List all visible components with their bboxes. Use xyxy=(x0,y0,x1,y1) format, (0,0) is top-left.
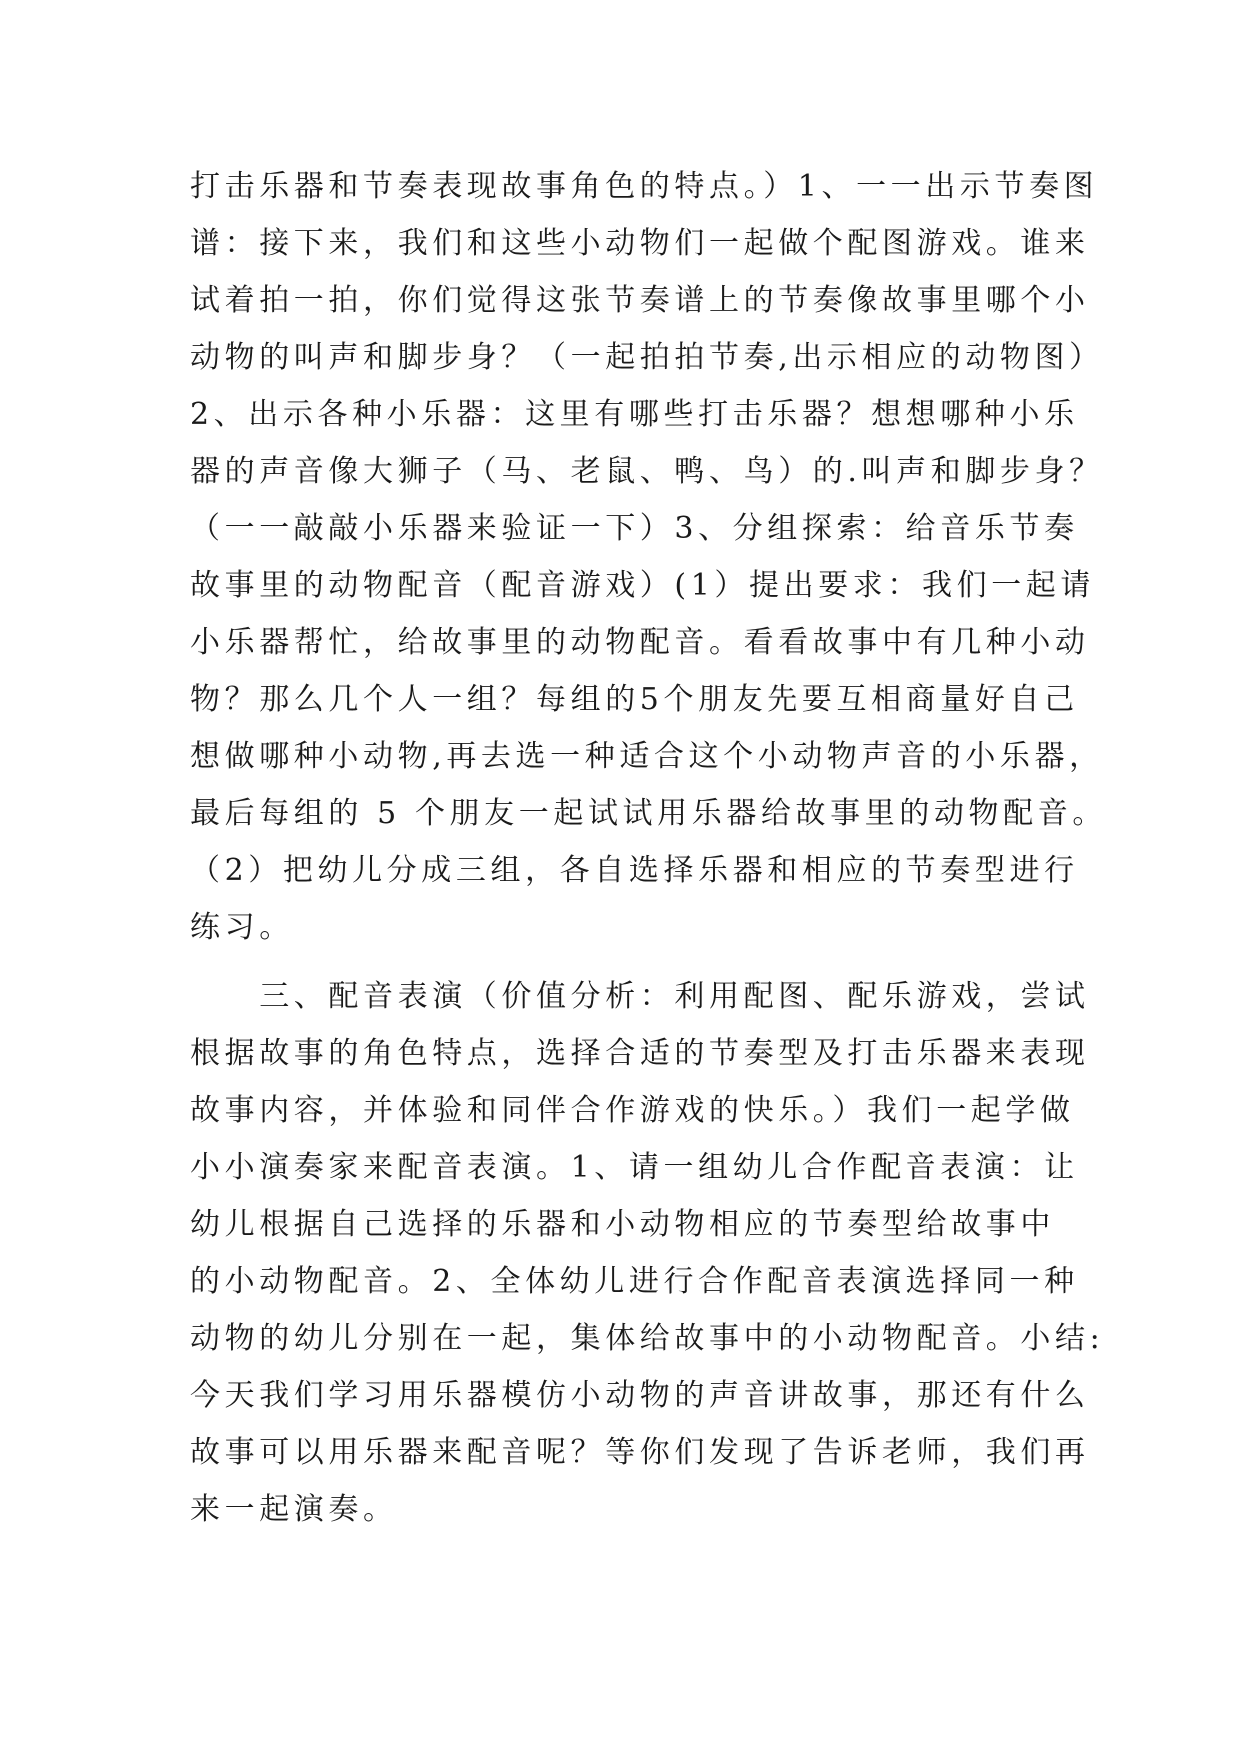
text-line: 想做哪种小动物,再去选一种适合这个小动物声音的小乐器， xyxy=(190,739,1104,774)
text-line: 三、配音表演（价值分析：利用配图、配乐游戏，尝试 xyxy=(190,979,1090,1014)
text-line: 故事里的动物配音（配音游戏）(1）提出要求：我们一起请 xyxy=(190,568,1095,603)
text-line: 今天我们学习用乐器模仿小动物的声音讲故事，那还有什么 xyxy=(190,1378,1090,1413)
text-line: （一一敲敲小乐器来验证一下）3、分组探索：给音乐节奏 xyxy=(190,511,1079,546)
text-line: 幼儿根据自己选择的乐器和小动物相应的节奏型给故事中 xyxy=(190,1207,1055,1242)
text-line: 打击乐器和节奏表现故事角色的特点。）1、一一出示节奏图 xyxy=(190,169,1099,204)
text-line: 试着拍一拍，你们觉得这张节奏谱上的节奏像故事里哪个小 xyxy=(190,283,1090,318)
text-line: 2、出示各种小乐器：这里有哪些打击乐器？想想哪种小乐 xyxy=(190,397,1079,432)
text-line: 谱：接下来，我们和这些小动物们一起做个配图游戏。谁来 xyxy=(190,226,1090,261)
text-line: 来一起演奏。 xyxy=(190,1492,398,1527)
text-line: 根据故事的角色特点，选择合适的节奏型及打击乐器来表现 xyxy=(190,1036,1090,1071)
text-line: 器的声音像大狮子（马、老鼠、鸭、鸟）的.叫声和脚步身？ xyxy=(190,454,1104,489)
text-line: 小乐器帮忙，给故事里的动物配音。看看故事中有几种小动 xyxy=(190,625,1090,660)
paragraph-1 xyxy=(190,158,1107,956)
text-line: 动物的叫声和脚步身？（一起拍拍节奏,出示相应的动物图） xyxy=(190,340,1104,375)
paragraph-2 xyxy=(190,968,1105,1538)
text-line: 小小演奏家来配音表演。1、请一组幼儿合作配音表演：让 xyxy=(190,1150,1079,1185)
text-line: 故事内容，并体验和同伴合作游戏的快乐。）我们一起学做 xyxy=(190,1093,1075,1128)
text-line: 的小动物配音。2、全体幼儿进行合作配音表演选择同一种 xyxy=(190,1264,1079,1299)
text-line: （2）把幼儿分成三组，各自选择乐器和相应的节奏型进行 xyxy=(190,853,1079,888)
text-line: 最后每组的 5 个朋友一起试试用乐器给故事里的动物配音。 xyxy=(190,796,1107,831)
text-line: 故事可以用乐器来配音呢？等你们发现了告诉老师，我们再 xyxy=(190,1435,1090,1470)
document-body xyxy=(190,158,1107,1538)
text-line: 练习。 xyxy=(190,910,294,945)
text-line: 动物的幼儿分别在一起，集体给故事中的小动物配音。小结: xyxy=(190,1321,1105,1356)
text-line: 物？那么几个人一组？每组的5个朋友先要互相商量好自己 xyxy=(190,682,1079,717)
